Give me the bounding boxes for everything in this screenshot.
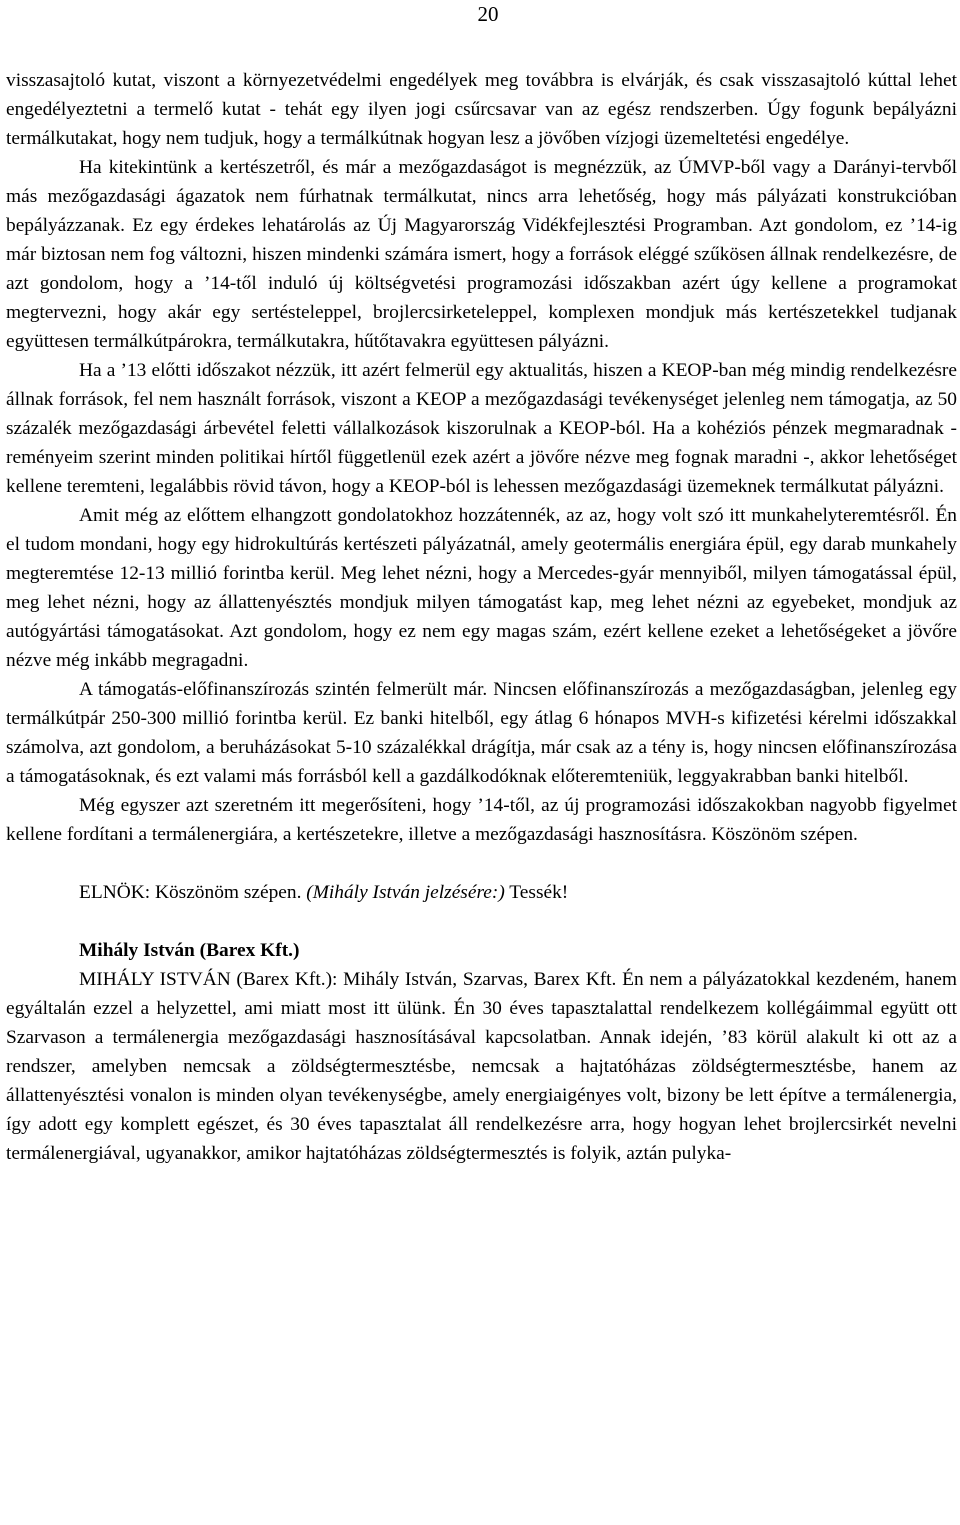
paragraph: A támogatás-előfinanszírozás szintén felmerült már. Nincsen előfinanszírozás a mezőgazdaságban, jelenleg egy termálkútpár 250-300 millió forintba kerül. Ez banki hitelből, egy átlag 6 hónapos MVH-s kifizetési kérelmi időszakkal számolva, azt gondolom, a beruházásokat 5-10 százalékkal drágítja, már csak az a tény is, hogy nincsen előfinanszírozása a támogatásoknak, és ezt valami más forrásból kell a gazdálkodóknak előteremteniük, leggyakrabban banki hitelből. xyxy=(6,679,957,787)
paragraph: Még egyszer azt szeretném itt megerősíteni, hogy ’14-től, az új programozási időszakokban nagyobb figyelmet kellene fordítani a termálenergiára, a kertészetekre, illetve a mezőgazdasági hasznosításra. Köszönöm szépen. xyxy=(6,795,957,845)
chair-closing: Tessék! xyxy=(509,882,569,903)
paragraph: Ha a ’13 előtti időszakot nézzük, itt azért felmerül egy aktualitás, hiszen a KEOP-ban még mindig rendelkezésre állnak források, fel nem használt források, viszont a KEOP a mezőgazdasági tevékenységet jelenleg nem támogatja, az 50 százalék mezőgazdasági árbevétel feletti vállalkozások kiszorulnak a KEOP-ból. Ha a kohéziós pénzek megmaradnak - reményeim szerint minden politikai hírtől függetlenül ezek azért a jövőre nézve meg fognak maradni -, akkor lehetőséget kellene teremteni, legalábbis rövid távon, hogy a KEOP-ból is lehessen mezőgazdasági üzemeknek termálkutat pályázni. xyxy=(6,360,957,497)
paragraph: Ha kitekintünk a kertészetről, és már a mezőgazdaságot is megnézzük, az ÚMVP-ből vagy a Darányi-tervből más mezőgazdasági ágazatok nem fúrhatnak termálkutat, nincs arra lehetőség, hogy más pályázati konstrukcióban bepályázzanak. Ez egy érdekes lehatárolás az Új Magyarország Vidékfejlesztési Programban. Azt gondolom, ez ’14-ig már biztosan nem fog változni, hiszen mindenki számára ismert, hogy a források eléggé szűkösen állnak rendelkezésre, de azt gondolom, hogy a ’14-től induló új költségvetési programozási időszakban azért úgy kellene a programokat megtervezni, hogy akár egy sertésteleppel, brojlercsirketeleppel, komplexen mondjuk más kertészetekkel tudjanak együttesen termálkútpárokra, termálkutakra, hűtőtavakra együttesen pályázni. xyxy=(6,157,957,352)
chair-remark xyxy=(6,878,957,907)
paragraph: visszasajtoló kutat, viszont a környezetvédelmi engedélyek meg továbbra is elvárják, és csak visszasajtoló kúttal lehet engedélyeztetni a termelő kutat - tehát egy ilyen jogi csűrcsavar van az egész rendszerben. Úgy fogunk bepályázni termálkutakat, hogy nem tudjuk, hogy a termálkútnak hogyan lesz a jövőben vízjogi üzemeltetési engedélye. xyxy=(6,70,957,149)
document-body xyxy=(6,66,957,1168)
chair-speaker: ELNÖK: xyxy=(79,882,151,903)
paragraph: Amit még az előttem elhangzott gondolatokhoz hozzátennék, az az, hogy volt szó itt munkahelyteremtésről. Én el tudom mondani, hogy egy hidrokultúrás kertészeti pályázatnál, amely geotermális energiára épül, egy darab munkahely megteremtése 12-13 millió forintba kerül. Meg lehet nézni, hogy a Mercedes-gyár mennyiből, milyen támogatással épül, meg lehet nézni, hogy az állattenyésztés mondjuk milyen támogatást kap, meg lehet nézni az egyebeket, mondjuk az autógyártási támogatásokat. Azt gondolom, hogy ez nem egy magas szám, ezért kellene ezeket a lehetőségeket a jövőre nézve még inkább megragadni. xyxy=(6,505,957,671)
speaker-paragraph: MIHÁLY ISTVÁN (Barex Kft.): Mihály István, Szarvas, Barex Kft. Én nem a pályázatokkal kezdeném, hanem egyáltalán ezzel a helyzettel, ami miatt most itt ülünk. Én 30 éves tapasztalattal rendelkezem kollégáimmal együtt ott Szarvason a termálenergia mezőgazdasági hasznosításával kapcsolatban. Annak idején, ’83 körül alakult ki ott az a rendszer, amelyben nemcsak a zöldségtermesztésbe, nemcsak a hajtatóházas zöldségtermesztésbe, hanem az állattenyésztési vonalon is minden olyan tevékenységbe, amely energiaigényes volt, bizony be lett építve a termálenergia, így adott egy komplett egészet, és 30 éves tapasztalat áll rendelkezésre arra, hogy hogyan lehet brojlercsirkét nevelni termálenergiával, ugyanakkor, amikor hajtatóházas zöldségtermesztés is folyik, aztán pulyka- xyxy=(6,969,957,1164)
page-number: 20 xyxy=(477,2,499,26)
speaker-heading: Mihály István (Barex Kft.) xyxy=(79,940,300,961)
stage-direction: (Mihály István jelzésére:) xyxy=(306,882,505,903)
chair-text: Köszönöm szépen. xyxy=(154,882,302,903)
